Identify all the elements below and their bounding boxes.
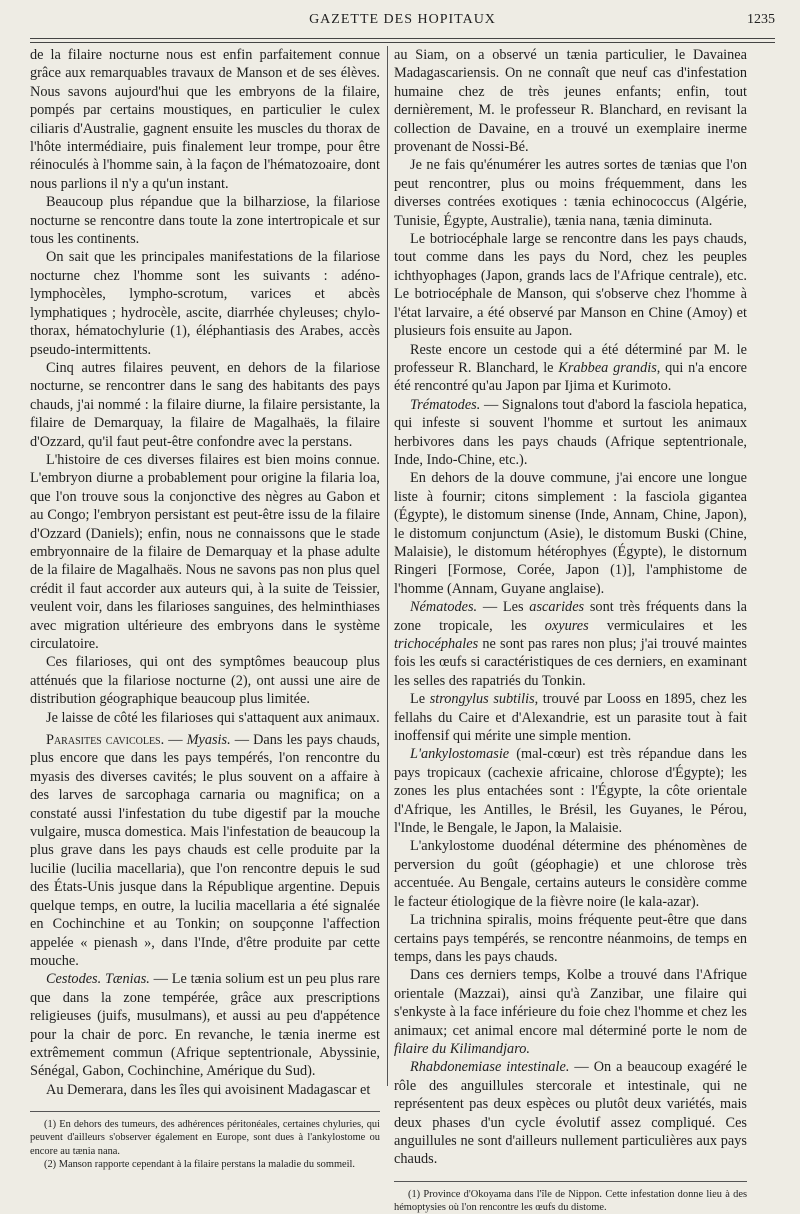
paragraph: de la filaire nocturne nous est enfin parfaitement connue grâce aux remarquables travaux de Manson et de ses élèves. Nous savons aujourd'hui que les embryons de la filaire, pompés par certains moustiques, en particulier le culex ciliaris d'Australie, gagnent ensuite les muscles du thorax de l'hôte intermédiaire, puis finalement leur trompe, pour être réinoculés à l'homme sain, à la façon de l'hématozoaire, dont nous parlions il n'y a qu'un instant. (30, 47, 380, 192)
paragraph-strongylus (394, 690, 747, 745)
section-myasis: Parasites cavicoles. — Myasis. — Dans les pays chauds, plus encore que dans les pays tempérés, l'on rencontre du myasis des diverses cavités; le plus souvent on a affaire à des larves de sarcophaga carnaria ou magnifica; on a constaté aussi l'infestation du tube digestif par la mouche vulgaire, musca domestica. Mais l'infestation de beaucoup la plus grave dans les pays chauds est celle produite par la lucilie (lucilia macellaria), que l'on rencontre depuis le sud des États-Unis jusque dans la République argentine. Depuis quelque temps, en outre, la lucilia macellaria a été signalée en Cochinchine et au Tonkin; on soupçonne l'affection appelée « pienash », dans l'Inde, d'être produite par cette mouche. (30, 732, 380, 969)
paragraph: Cinq autres filaires peuvent, en dehors de la filariose nocturne, se rencontrer dans le sang des habitants des pays chauds, j'ai nommé : la filaire diurne, la filaire persistante, la filaire de Demarquay, la filaire de Magalhaës, la filaire d'Ozzard, qu'il faut peut-être confondre avec la perstans. (30, 359, 380, 450)
section-text: Signalons tout d'abord la fasciola hepatica, qui infeste si souvent l'homme et surtout les animaux herbivores dans les pays chauds (Afrique septentrionale, Inde, Indo-Chine, etc.). (394, 396, 747, 468)
paragraph: Je ne fais qu'énumérer les autres sortes de tænias que l'on peut rencontrer, plus ou moins fréquemment, dans les diverses contrées exotiques : tænia echinococcus (Algérie, Tunisie, Égypte, Australie), tænia nana, tænia diminuta. (394, 157, 747, 229)
species-name: filaire du Kilimandjaro. (394, 1040, 530, 1057)
subsection-label: Rhabdonemiase intestinale. (410, 1059, 570, 1076)
running-header (30, 10, 775, 30)
section-text: On a beaucoup exagéré le rôle des anguillules stercorale et intestinale, qui ne représentent pas deux espèces ou plutôt deux variétés, mais deux phases d'un cycle évolutif assez compliqué. Ces anguillules ne sont d'ailleurs nullement particulières aux pays chauds. (394, 1059, 747, 1168)
species-name: oxyures (544, 617, 589, 634)
species-name: ascarides (529, 599, 585, 616)
term: L'ankylostomasie (410, 746, 510, 763)
footnotes (30, 1118, 380, 1171)
text: Dans ces derniers temps, Kolbe a trouvé dans l'Afrique orientale (Mazzai), ainsi qu'à Zanzibar, une filaire qui s'enkyste à la face inférieure du foie chez l'homme et chez les animaux; cet animal encore mal déterminé porte le nom de (394, 967, 747, 1039)
paragraph: L'histoire de ces diverses filaires est bien moins connue. L'embryon diurne a probablement pour origine la filaria loa, que l'on trouve sous la conjonctive des nègres au Gabon et au Congo; l'embryon persistant est peut-être issu de la filaire d'Ozzard (Daniels); enfin, nous ne connaissons que le stade embryonnaire de la filaire de Demarquay et la phase adulte de la filaire de Magalhaës. Nous ne savons pas non plus quel crédit il faut accorder aux auteurs qui, à la suite de Teissier, veulent voir, dans les filarioses sanguines, des helminthiases avec migration ultérieure des embryons dans le système circulatoire. (30, 451, 380, 652)
paragraph: On sait que les principales manifestations de la filariose nocturne chez l'homme sont les suivants : adéno-lymphocèles, lympho-scrotum, varices et abcès lymphatiques ; hydrocèle, ascite, diarrhée chyleuses; chylo-thorax, hématochylurie (1), éléphantiasis des Arabes, accès pseudo-intermittents. (30, 249, 380, 358)
page-number: 1235 (747, 12, 775, 27)
footnote: (2) Manson rapporte cependant à la filaire perstans la maladie du sommeil. (44, 1158, 356, 1170)
left-column (30, 46, 380, 1171)
footnote: (1) Province d'Okoyama dans l'île de Nippon. Cette infestation donne lieu à des hémoptysies où l'on rencontre les œufs du distome. (394, 1188, 747, 1213)
section-cestodes: Cestodes. Tænias. — Le tænia solium est un peu plus rare que dans la zone tempérée, grâce aux prescriptions religieuses (juifs, musulmans), et aussi au peu d'appétence pour la chair de porc. En revanche, le tænia inerme est extrêmement commun (Afrique septentrionale, Abyssinie, Sénégal, Gabon, Cochinchine, Amérique du Sud). (30, 971, 380, 1080)
species-name: strongylus subtilis (429, 691, 535, 708)
footnote-rule (394, 1181, 747, 1182)
subsection-label: Nématodes. (410, 599, 478, 616)
footnote-rule (30, 1111, 380, 1112)
section-trematodes: Trématodes. — Signalons tout d'abord la fasciola hepatica, qui infeste si souvent l'homme et surtout les animaux herbivores dans les pays chauds (Afrique septentrionale, Inde, Indo-Chine, etc.). (394, 396, 747, 468)
subsection-label: Cestodes. (46, 971, 102, 988)
paragraph-ankylostomasie (394, 745, 747, 837)
paragraph: L'ankylostome duodénal détermine des phénomènes de perversion du goût (géophagie) et une chlorose très accentuée. Au Bengale, certains auteurs le considère comme le facteur étiologique de la fièvre noire (le kala-azar). (394, 838, 747, 910)
header-rule (30, 38, 775, 43)
paragraph: Beaucoup plus répandue que la bilharziose, la filariose nocturne se rencontre dans toute la zone intertropicale et sur tous les continents. (30, 194, 380, 248)
species-name: Krabbea grandis (558, 359, 657, 376)
subsection-label: Trématodes. (410, 396, 481, 413)
paragraph: En dehors de la douve commune, j'ai encore une longue liste à fournir; citons simplement : la fasciola gigantea (Égypte), le distomum sinense (Inde, Annam, Chine, Japon), le distomum conjunctum (Asie), le distomum Buski (Chine, Malaisie), le distomum hétérophyes (Égypte), le distornum Ringeri [Formose, Corée, Japon (1)], l'amphistome de l'homme (Annam, Guyane anglaise). (394, 470, 747, 597)
paragraph: au Siam, on a observé un tænia particulier, le Davainea Madagascariensis. On ne connaît que neuf cas d'infestation humaine chez de très jeunes enfants; enfin, tout dernièrement, M. le professeur R. Blanchard, en revisant la collection de Davaine, en a trouvé un exemplaire inerme provenant de Nossi-Bé. (394, 47, 747, 156)
text: vermiculaires et les (606, 617, 748, 634)
paragraph: Au Demerara, dans les îles qui avoisinent Madagascar et (46, 1081, 371, 1098)
paragraph: Je laisse de côté les filarioses qui s'attaquent aux animaux. (46, 709, 380, 726)
subsection-label: Myasis. (186, 732, 231, 749)
paragraph: La trichnina spiralis, moins fréquente peut-être que dans certains pays tempérés, se rencontre néanmoins, de temps en temps, dans les pays chauds. (394, 912, 747, 965)
section-text: Dans les pays chauds, plus encore que dans les pays tempérés, l'on rencontre du myasis des diverses cavités; le plus souvent on a affaire à des larves de sarcophaga carnaria ou magnifica; on a constaté aussi l'infestation du tube digestif par la mouche vulgaire, musca domestica. Mais l'infestation de beaucoup la plus grave dans les pays chauds est celle produite par la lucilie (lucilia macellaria), que l'on rencontre depuis le sud des États-Unis jusque dans la République argentine. Depuis quelque temps, en outre, la lucilia macellaria a été signalée en Cochinchine et au Tonkin; on soupçonne l'affection appelée « pienash », dans l'Inde, d'être produite par cette mouche. (30, 732, 380, 969)
right-column (394, 46, 747, 1214)
section-heading: Parasites cavicoles. (46, 732, 165, 749)
journal-title: GAZETTE DES HOPITAUX (309, 12, 496, 27)
paragraph: Le botriocéphale large se rencontre dans les pays chauds, tout comme dans les pays du Nord, chez les peuples ichthyophages (Japon, grands lacs de l'Afrique centrale), etc. Le botriocéphale de Manson, qui s'observe chez l'homme à l'état larvaire, a été observé par Manson en Chine (Amoy) et plusieurs fois ensuite au Japon. (394, 231, 747, 340)
text: sont très fréquents dans la zone tropicale, les (394, 599, 748, 634)
footnotes (394, 1188, 747, 1214)
text: Reste encore un cestode qui a été déterminé par M. le professeur R. Blanchard, le (394, 341, 747, 376)
text: ne sont pas rares non plus; j'ai trouvé maintes fois les œufs si caractéristiques de ces derniers, en examinant les selles des rapatriés du Tonkin. (394, 636, 747, 689)
text: (mal-cœur) est très répandue dans les pays tropicaux (cachexie africaine, chlorose d'Égypte); les zones les plus entachées sont : l'Égypte, la côte orientale d'Afrique, les Antilles, le Brésil, les Guyanes, le Pérou, l'Inde, le Bengale, le Japon, la Malaisie. (394, 746, 747, 837)
paragraph-krabbea (394, 341, 747, 396)
section-text: Le tænia solium est un peu plus rare que dans la zone tempérée, grâce aux prescriptions religieuses (juifs, musulmans), et aussi au peu d'appétence pour la chair de porc. En revanche, le tænia inerme est extrêmement commun (Afrique septentrionale, Abyssinie, Sénégal, Gabon, Cochinchine, Amérique du Sud). (30, 971, 380, 1080)
paragraph-kolbe (394, 966, 747, 1058)
subsection-label: Tænias. (104, 971, 150, 988)
section-nematodes: Nématodes. — Les ascarides sont très fréquents dans la zone tropicale, les oxyures vermiculaires et les trichocéphales ne sont pas rares non plus; j'ai trouvé maintes fois les œufs si caractéristiques de ces derniers, en examinant les selles des rapatriés du Tonkin. (394, 599, 748, 689)
footnote: (1) En dehors des tumeurs, des adhérences péritonéales, certaines chyluries, qui peuvent d'ailleurs s'observer également en Europe, sont dues à l'ankylostome ou encore au tænia nana. (30, 1119, 380, 1157)
section-rhabdonemiase: Rhabdonemiase intestinale. — On a beaucoup exagéré le rôle des anguillules stercorale et intestinale, qui ne représentent pas deux espèces ou plutôt deux variétés, mais deux phases d'un cycle évolutif assez compliqué. Ces anguillules ne sont d'ailleurs nullement particulières aux pays chauds. (394, 1059, 747, 1168)
paragraph: Ces filarioses, qui ont des symptômes beaucoup plus atténués que la filariose nocturne (2), ont aussi une aire de distribution géographique beaucoup plus limitée. (30, 654, 380, 708)
text: , trouvé par Looss en 1895, chez les fellahs du Caire et d'Alexandrie, est un parasite tout à fait inoffensif qui mérite une simple mention. (394, 691, 747, 745)
column-divider (387, 46, 388, 1086)
text: Le (410, 691, 426, 708)
text: , qui n'a encore été rencontré qu'au Japon par Ijima et Kurimoto. (394, 359, 748, 395)
species-name: trichocéphales (394, 636, 479, 652)
text: Les (502, 599, 524, 616)
